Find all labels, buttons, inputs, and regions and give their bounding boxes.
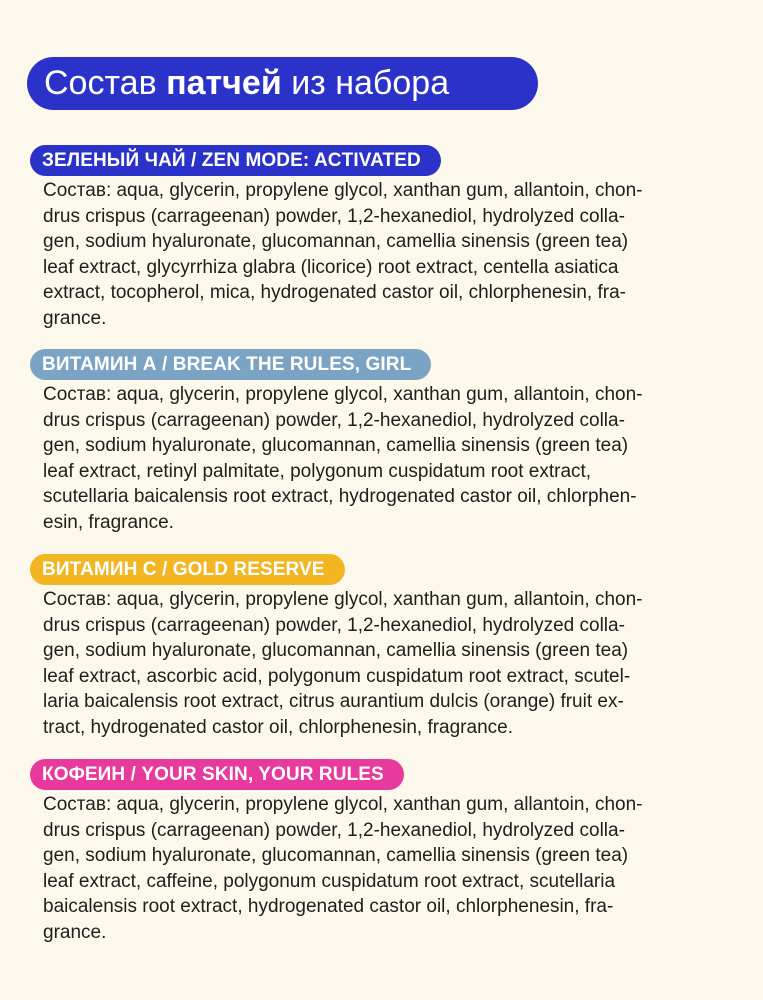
ingredients-line: scutellaria baicalensis root extract, hydrogenated castor oil, chlorphen- [43, 486, 637, 508]
ingredients-line: leaf extract, caffeine, polygonum cuspidatum root extract, scutellaria [43, 870, 616, 892]
section-label-caffeine: КОФЕИН / YOUR SKIN, YOUR RULES [30, 759, 404, 790]
ingredients-line: grance. [43, 921, 107, 943]
section-green-tea [30, 145, 730, 332]
title-part-2: из набора [291, 64, 450, 102]
title-bold: патчей [166, 64, 282, 102]
ingredients-line: drus crispus (carrageenan) powder, 1,2-hexanediol, hydrolyzed colla- [43, 614, 625, 636]
ingredients-line: Состав: aqua, glycerin, propylene glycol, xanthan gum, allantoin, chon- [43, 794, 643, 815]
ingredients-line: gen, sodium hyaluronate, glucomannan, camellia sinensis (green tea) [43, 640, 629, 662]
ingredients-line: leaf extract, retinyl palmitate, polygonum cuspidatum root extract, [43, 460, 592, 482]
page-title [27, 57, 538, 110]
ingredients-vitamin-a [30, 380, 730, 536]
ingredients-line: Состав: aqua, glycerin, propylene glycol, xanthan gum, allantoin, chon- [43, 589, 643, 610]
ingredients-vitamin-c [30, 585, 730, 741]
ingredients-line: drus crispus (carrageenan) powder, 1,2-hexanediol, hydrolyzed colla- [43, 205, 625, 227]
ingredients-green-tea [30, 176, 730, 332]
section-vitamin-c [30, 554, 730, 741]
section-vitamin-a [30, 349, 730, 536]
section-label-vitamin-c: ВИТАМИН С / GOLD RESERVE [30, 554, 345, 585]
ingredients-line: esin, fragrance. [43, 511, 174, 533]
ingredients-line: laria baicalensis root extract, citrus aurantium dulcis (orange) fruit ex- [43, 691, 624, 713]
ingredients-line: tract, hydrogenated castor oil, chlorphenesin, fragrance. [43, 716, 513, 738]
ingredients-line: baicalensis root extract, hydrogenated castor oil, chlorphenesin, fra- [43, 896, 614, 918]
ingredients-line: drus crispus (carrageenan) powder, 1,2-hexanediol, hydrolyzed colla- [43, 819, 625, 841]
ingredients-line: gen, sodium hyaluronate, glucomannan, camellia sinensis (green tea) [43, 231, 629, 253]
ingredients-line: leaf extract, glycyrrhiza glabra (licorice) root extract, centella asiatica [43, 256, 619, 278]
ingredients-line: Состав: aqua, glycerin, propylene glycol, xanthan gum, allantoin, chon- [43, 180, 643, 201]
ingredients-line: gen, sodium hyaluronate, glucomannan, camellia sinensis (green tea) [43, 845, 629, 867]
section-label-green-tea: ЗЕЛЕНЫЙ ЧАЙ / ZEN MODE: ACTIVATED [30, 145, 441, 176]
ingredients-line: grance. [43, 307, 107, 329]
ingredients-line: extract, tocopherol, mica, hydrogenated castor oil, chlorphenesin, fra- [43, 282, 626, 304]
ingredients-line: leaf extract, ascorbic acid, polygonum cuspidatum root extract, scutel- [43, 665, 631, 687]
section-caffeine [30, 759, 730, 946]
ingredients-line: drus crispus (carrageenan) powder, 1,2-hexanediol, hydrolyzed colla- [43, 409, 625, 431]
ingredients-line: gen, sodium hyaluronate, glucomannan, camellia sinensis (green tea) [43, 435, 629, 457]
ingredients-line: Состав: aqua, glycerin, propylene glycol, xanthan gum, allantoin, chon- [43, 384, 643, 405]
title-part-1: Состав [44, 64, 157, 102]
section-label-vitamin-a: ВИТАМИН А / BREAK THE RULES, GIRL [30, 349, 431, 380]
ingredients-caffeine [30, 790, 730, 946]
